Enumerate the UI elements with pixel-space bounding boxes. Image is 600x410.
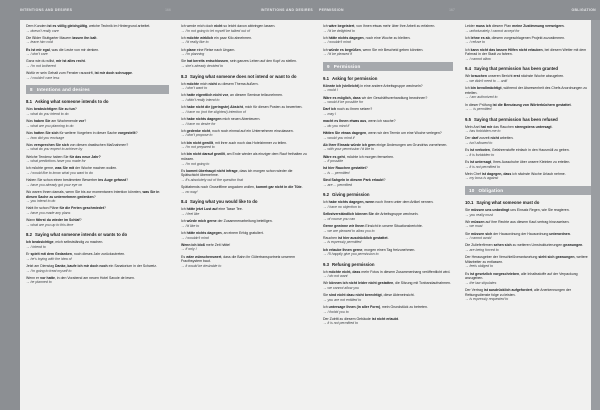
german-phrase: Es ist untersagt, Ihres Ausschuhe über unsere Kleinten zu erteilen.: [465, 160, 571, 165]
subsection-number: 9.2: [323, 192, 329, 198]
english-translation: → what do you intend to do: [26, 111, 69, 116]
phrase-entry: [323, 248, 453, 257]
phrase-entry: [181, 117, 311, 126]
phrase-entry: [26, 59, 169, 68]
phrase-entry: [26, 166, 169, 175]
phrase-entry: [26, 264, 169, 273]
subsection-title: Saying that permission has been refused: [473, 116, 558, 122]
german-phrase: Was beabsichtigen Sie zu tun?: [26, 107, 77, 112]
german-phrase: Hätten Sie etwas dagegen, wenn wir den Termin um eine Woche verlegen?: [323, 130, 442, 135]
phrase-entry: [323, 305, 453, 314]
phrase-entry: [181, 59, 311, 68]
german-phrase: Ich möchte mich nicht zu diesem Thema äußern.: [181, 81, 259, 86]
german-phrase: Was haben Sie am Wochenende vor?: [26, 119, 87, 124]
german-phrase: Ich gedenke nicht, noch noch einmal auf ein Unternehmen einzulassen.: [181, 128, 294, 133]
phrase-entry: [323, 317, 453, 326]
english-translation: → is ... permitted: [323, 171, 350, 175]
german-phrase: Könnte ich (vielleicht) in eine andere Arbeitsgruppe wechseln?: [323, 83, 423, 88]
phrase-entry: [181, 152, 311, 166]
english-translation: → I'm not going to: [181, 161, 210, 166]
phrase-entry: [323, 107, 453, 116]
english-translation: → what are you planning to do: [26, 123, 74, 128]
english-translation: → I'll happily give you permission to: [323, 252, 379, 257]
section-number: 10: [469, 188, 475, 194]
phrase-entry: [323, 48, 453, 57]
subsection-number: 8.4: [181, 199, 187, 205]
phrase-entry: [323, 281, 453, 290]
running-header-title-2: INTENTIONS AND DESIRES: [260, 8, 313, 12]
phrase-entry: [26, 240, 169, 249]
english-translation: → we must: [465, 224, 483, 229]
english-translation: → you really must: [465, 212, 494, 217]
english-translation: → we are pleased to allow you to: [323, 228, 375, 233]
german-phrase: Wir brauchen unseren Bericht erst nächste Woche abzugeben.: [465, 74, 565, 79]
english-translation: → I'd really like to: [181, 40, 209, 45]
phrase-entry: [323, 143, 453, 152]
english-translation: → I'm not bothered: [26, 64, 56, 69]
english-translation: → are being forced to: [465, 248, 499, 252]
german-phrase: Dem Kunden ist es völlig gleichgültig, welche Technik im Hintergrund arbeitet.: [26, 24, 151, 28]
section-title: Intentions and desires: [36, 87, 90, 93]
german-phrase: Ich bin nicht darauf gewillt, am Ende wieder als einziger dem Rauf freihalten zu müssen.: [181, 152, 307, 161]
phrase-entry: [26, 190, 169, 204]
german-phrase: Rauchen ist hier ausdrücklich gestattet.: [323, 235, 389, 240]
subsection-number: 9.4: [465, 66, 471, 72]
subsection-title: Refusing permission: [331, 261, 375, 267]
german-phrase: Es ist verboten, Gefahrenstoffe einfach in den Hausmüll zu geben.: [465, 148, 570, 153]
phrase-entry: [323, 96, 453, 105]
subsection-heading: [181, 74, 311, 79]
english-translation: → what predictions have you made for: [26, 159, 86, 164]
phrase-entry: [181, 82, 311, 91]
german-phrase: Ich plane eine Reise nach Ungarn.: [181, 47, 236, 52]
phrase-entry: [465, 74, 594, 83]
english-translation: → the law stipulates: [465, 280, 497, 285]
section-bar: [465, 186, 594, 195]
german-phrase: Darf ich noch zu Ihnen setzen?: [323, 107, 373, 112]
german-phrase: Mein Arzt hat mir das Rauchen strengstens untersagt.: [465, 124, 553, 129]
phrase-entry: [26, 36, 169, 45]
phrase-entry: [465, 172, 594, 181]
german-phrase: Ich würde es begrüßen, wenn Sie mir Bescheid geben könnten.: [323, 47, 424, 52]
german-phrase: Wann fährst du wieder im Schlaf?: [26, 218, 82, 223]
phrase-entry: [323, 119, 453, 128]
german-phrase: Der Zutritt zu diesem Gebäude ist nicht erlaubt.: [323, 316, 399, 321]
german-phrase: Der Vertrag ist ausdrücklich aufgefordert, alle Anerkennungen der Rettungsdienste folge zu leisten.: [465, 288, 572, 297]
phrase-entry: [465, 272, 594, 286]
german-phrase: Ich bin nicht gewillt, mit ihrer auch noch das Hotelzimmer zu teilen.: [181, 140, 288, 145]
running-header-title-3: PERMISSION: [319, 8, 344, 12]
german-phrase: Wenn er vor hatte, in den Vorabend am neuen Hotel Savoie de lesen.: [26, 275, 135, 280]
german-phrase: Ich lehne es ab, diesem vorgeschlagenen Projekt zuzustimmen.: [465, 35, 566, 40]
german-phrase: Es ist mir egal, was die Leute von mir denken.: [26, 47, 100, 52]
phrase-entry: [181, 169, 311, 183]
english-translation: → is expressly permitted: [323, 240, 362, 245]
subsection-heading: [323, 76, 453, 81]
german-phrase: Ich hätte nichts dagegen, noch eine Woche zu bleiben.: [323, 35, 411, 40]
english-translation: → has forbidden me to: [465, 129, 501, 134]
german-phrase: Was hatten Sie sich für weitere Vorgehen in dieser Sache vorgestellt?: [26, 130, 138, 135]
subsection-number: 10.1: [465, 200, 474, 206]
english-translation: → would you mind if: [323, 135, 355, 140]
english-translation: → could I: [323, 88, 338, 93]
english-translation: → of course you can: [323, 216, 356, 221]
german-phrase: Ich kann nicht das lassen Hilfen nicht erlauben, bei diesem Wetter mit dem Fahrrad in der Stadt zu fahren.: [465, 47, 587, 57]
english-translation: → I'm going to treat myself to: [26, 268, 72, 273]
german-phrase: Ich würde mich gerne der Zusammenarbeitung beteiligen.: [181, 219, 273, 224]
phrase-entry: [181, 93, 311, 102]
phrase-entry: [465, 48, 594, 62]
phrase-entry: [323, 24, 453, 33]
phrase-entry: [465, 220, 594, 229]
english-translation: → may I: [323, 111, 337, 116]
running-header-title-1: INTENTIONS AND DESIRES: [20, 8, 73, 12]
phrase-entry: [181, 243, 311, 252]
phrase-entry: [181, 207, 311, 216]
phrase-entry: [181, 255, 311, 269]
german-phrase: Es wäre wünschenswert, dass die Bahn ihr Gütertransportnetz unserem Fracthsystem baut.: [181, 254, 296, 264]
running-header-bar: [0, 0, 600, 20]
phrase-entry: [26, 107, 169, 116]
english-translation: → I cannot allow: [465, 56, 491, 61]
english-translation: → I wouldn't mind: [181, 235, 209, 240]
german-phrase: Wäre es geht, möchte ich morgen fernsehen.: [323, 154, 395, 159]
german-phrase: Gerne gewinne wir Ihnen Einsicht in unsere Situationsberichte.: [323, 223, 423, 228]
english-translation: → ... is permitted: [465, 107, 492, 112]
german-phrase: Mein Chef ist dagegen, dass ich nächste Woche Urlaub nehme.: [465, 171, 566, 176]
english-translation: → what do you expect to achieve by: [26, 147, 83, 152]
phrase-entry: [465, 103, 594, 112]
phrase-entry: [26, 276, 169, 285]
phrase-entry: [465, 288, 594, 302]
german-phrase: macht es Ihnen etwas aus, wenn ich rauche?: [323, 119, 396, 124]
german-phrase: Sie müssen uns unbedingt uns Einsatz Regen, wie Sie reagieren.: [465, 207, 570, 212]
english-translation: → I refuse to: [465, 40, 486, 45]
german-phrase: Der darf zurzeit nicht arbeiten.: [465, 136, 514, 141]
subsection-heading: [323, 262, 453, 267]
subsection-number: 8.2: [26, 232, 32, 238]
english-translation: → you intend to do: [26, 199, 56, 204]
english-translation: → I'd like to: [181, 223, 200, 228]
phrase-entry: [181, 219, 311, 228]
phrase-entry: [465, 136, 594, 145]
german-phrase: Haben Sie schon einen bestimmten Bewerber ins Auge gefasst?: [26, 178, 129, 183]
column-container: [0, 20, 600, 410]
german-phrase: In dieser Prüfung ist die Benutzung von Wörterbüchern gestattet.: [465, 102, 572, 107]
phrase-entry: [323, 84, 453, 93]
english-translation: → is expressly requested to: [465, 297, 509, 302]
phrase-entry: [181, 231, 311, 240]
english-translation: → I have no (not the slightest) intention of: [181, 109, 246, 114]
english-translation: → I'm planning: [181, 52, 205, 57]
english-translation: → I intend to: [26, 244, 46, 249]
german-phrase: Habt ihr schon Pläne für die Ferien geschmiedet?: [26, 206, 106, 211]
english-translation: → do you mind if: [323, 123, 350, 128]
english-translation: → you are not entitled to: [323, 297, 362, 302]
english-translation: → what are you up to this time: [26, 222, 74, 227]
english-translation: → if only I: [181, 247, 197, 252]
german-phrase: Ist hier Rauchen gestattet?: [323, 166, 368, 171]
section-number: 9: [327, 63, 330, 69]
section-title: Obligation: [478, 188, 504, 194]
german-phrase: Ich hatte eigentlich nicht vor, an diesem Seminar teilzunehmen.: [181, 93, 283, 98]
subsection-number: 8.3: [181, 73, 187, 79]
german-phrase: Wäre es möglich, dass wir der Geschäftsverhandlung bewohnen?: [323, 95, 428, 100]
german-phrase: Die Bilder Stuttgarter Mauern lassen ihn kalt.: [26, 35, 98, 40]
phrase-entry: [465, 125, 594, 134]
german-phrase: Wenn ich bloß mehr Zeit hätte!: [181, 242, 231, 247]
german-phrase: Es kommt überhaupt nicht infrage, dass ich morgen schon wieder die Spätschicht übernehme.: [181, 168, 293, 178]
german-phrase: Die Zulieferfirmen sehen sich zu weiteren Umstrukturierungen gezwungen.: [465, 243, 584, 248]
english-translation: → I don't propose to: [181, 133, 213, 138]
phrase-entry: [323, 131, 453, 140]
subsection-heading: [323, 192, 453, 197]
german-phrase: Wir müssen auf ihre Rechte aus diesem Kauf-vertrag hinzuweisen.: [465, 219, 570, 224]
phrase-entry: [323, 293, 453, 302]
phrase-entry: [323, 155, 453, 164]
subsection-title: Asking what someone intends to do: [34, 99, 109, 105]
phrase-entry: [465, 255, 594, 269]
english-translation: → I'd be pleased if: [323, 52, 352, 57]
phrase-entry: [465, 36, 594, 45]
english-translation: → if possible: [323, 159, 344, 164]
subsection-title: Saying what someone intends or wants to do: [34, 232, 128, 238]
subsection-heading: [26, 99, 169, 104]
english-translation: → are ... permitted: [323, 182, 352, 187]
subsection-heading: [465, 117, 594, 122]
english-translation: → I wouldn't mind: [323, 40, 351, 45]
german-phrase: Jetzt am Dienstag Danke, kaufe ich mir doch noch ein Sanatorium in der Schweiz.: [26, 263, 157, 268]
english-translation: → feels obliged to: [465, 264, 494, 269]
subsection-title: Saying what someone must do: [476, 200, 540, 206]
subsection-title: Saying that permission has been granted: [473, 66, 559, 72]
english-translation: → it is forbidden to: [465, 152, 495, 157]
german-phrase: Ich habe nichts dagegen mich neuen Abenteuern.: [181, 116, 261, 121]
subsection-number: 9.1: [323, 75, 329, 81]
phrase-entry: [323, 178, 453, 187]
phrase-entry: [26, 143, 169, 152]
section-bar: [26, 85, 169, 94]
english-translation: → no way!: [181, 189, 198, 194]
english-translation: → I have no objection to: [323, 204, 361, 209]
phrase-entry: [465, 160, 594, 169]
english-translation: → I forbid you to: [323, 309, 349, 314]
german-phrase: Sie müssen sich der Hausordnung der Hausordnung unterordnen.: [465, 231, 571, 236]
phrase-entry: [181, 48, 311, 57]
german-phrase: Der Herausgeber der Verschleißverantwortung sieht sich gezwungen, weitere Mitarbeiter zu entlassen.: [465, 255, 588, 264]
german-phrase: Welche Tendenz haben Sie für das neue Jahr?: [26, 154, 101, 159]
german-phrase: Wofür er sein Gehalt zum Fenster rauswirft, ist mir doch schnuppe.: [26, 71, 133, 76]
german-phrase: Spätabends noch Gruselfilme angucken wollen, kommt gar nicht in die Tüte.: [181, 185, 303, 190]
english-translation: → leave him cold: [26, 40, 53, 45]
english-translation: → I am authorized to: [465, 95, 498, 100]
german-phrase: Ich beabsichtige, mich selbstständig zu machen.: [26, 240, 104, 245]
phrase-entry: [181, 129, 311, 138]
phrase-entry: [26, 252, 169, 261]
english-translation: → have you already got your eye on: [26, 182, 83, 187]
english-translation: → he's toying with the idea of: [26, 256, 72, 261]
english-translation: → would it be possible for: [323, 100, 364, 105]
section-number: 8: [30, 87, 33, 93]
english-translation: → I do not want: [323, 274, 348, 279]
german-phrase: Ich bin bevollmächtigt, während der Abwesenheit des Chefs Anordnungen zu erteilen.: [465, 86, 587, 95]
german-phrase: Ich möchte nicht, dass mehr Fotos in diesem Zusammenhang veröffentlicht wird.: [323, 269, 451, 274]
column-4: [459, 20, 600, 410]
subsection-number: 9.5: [465, 116, 471, 122]
english-translation: → it is not permitted to: [323, 321, 359, 326]
phrase-entry: [181, 36, 311, 45]
english-translation: → I don't care: [26, 52, 48, 57]
phrase-entry: [465, 243, 594, 252]
english-translation: → isn't allowed to: [465, 141, 493, 146]
german-phrase: Leider muss ich diesem Plan meine Zustimmung verweigern.: [465, 24, 565, 28]
phrase-entry: [26, 71, 169, 80]
subsection-title: Saying what you would like to do: [189, 199, 258, 205]
phrase-entry: [323, 270, 453, 279]
english-translation: → it's absolutely out of the question that: [181, 178, 243, 183]
subsection-heading: [465, 200, 594, 205]
running-header-folio-1: 166: [165, 8, 171, 12]
german-phrase: Wo waren Ihnen damals, wenn Sie bis zur momentanen Intention könnten, was Sie in diesen Sache zu unternehmen gedenken?: [26, 190, 160, 199]
running-header-folio-3: 167: [449, 8, 455, 12]
english-translation: → my boss is against: [465, 176, 499, 181]
column-2: [175, 20, 317, 410]
english-translation: → she's already decided to: [181, 64, 224, 69]
english-translation: → I couldn't care less: [26, 75, 60, 80]
subsection-number: 9.3: [323, 261, 329, 267]
german-phrase: Ich werde mich doch nicht so leicht davon abbringen lassen.: [181, 24, 276, 28]
german-phrase: Ich hätte nichts dagegen, an einem Erfolg gratuliert.: [181, 230, 264, 235]
english-translation: → I'm not prepared to: [181, 145, 215, 150]
phrase-entry: [181, 185, 311, 194]
phrase-entry: [181, 141, 311, 150]
german-phrase: Ich möchte wirklich ein paar Kilo abnehmen.: [181, 35, 253, 40]
english-translation: → have you made any plans: [26, 211, 71, 216]
phrase-entry: [465, 86, 594, 100]
english-translation: → I feel like: [181, 211, 200, 216]
phrase-entry: [323, 224, 453, 233]
phrase-entry: [26, 48, 169, 57]
english-translation: → it would be desirable to: [181, 263, 222, 268]
english-translation: → we didn't need to ... until: [465, 78, 508, 83]
english-translation: → I cannot avoid: [465, 236, 492, 241]
english-translation: → we cannot allow you: [323, 286, 359, 291]
subsection-heading: [181, 199, 311, 204]
english-translation: → doesn't really care: [26, 28, 59, 33]
phrase-entry: [26, 155, 169, 164]
phrase-entry: [26, 206, 169, 215]
english-translation: → I'd be delighted to: [323, 28, 355, 33]
phrase-entry: [323, 200, 453, 209]
column-1: [20, 20, 175, 410]
german-phrase: Selbstverständlich können Sie die Arbeitsgruppe wechseln.: [323, 212, 419, 217]
phrase-entry: [181, 105, 311, 114]
phrase-entry: [323, 36, 453, 45]
phrase-entry: [465, 24, 594, 33]
german-phrase: Ich erlaube Ihnen gerne, morgen einen Tag freizunehmen.: [323, 247, 416, 252]
german-phrase: Es ist gesetzlich vorgeschrieben, alle Inhaltsstoffe auf der Verpackung anzugeben.: [465, 271, 578, 281]
phrase-entry: [323, 236, 453, 245]
english-translation: → I'm not going to let myself be talked out of: [181, 28, 250, 33]
phrase-entry: [26, 119, 169, 128]
running-header-title-4: OBLIGATION: [571, 8, 596, 12]
german-phrase: Wir können ich nicht leider nicht gestatten, die Sitzung mit Tonbandaufnahmen.: [323, 281, 451, 286]
phrase-entry: [323, 166, 453, 175]
german-phrase: Ich möchte gerne, was Sie mit der Woche machen wollen.: [26, 166, 118, 171]
phrase-entry: [323, 212, 453, 221]
phrase-entry: [26, 178, 169, 187]
german-phrase: Ich habe nichts dagegen, wenn noch Ihnen unter dem Artikel nennen.: [323, 200, 434, 205]
subsection-title: Saying what someone does not intend or want to do: [189, 73, 297, 79]
english-translation: → he planned to: [26, 280, 52, 285]
german-phrase: Ich hätte jetzt Lust auf eine Tasse Tee.: [181, 207, 243, 212]
phrase-entry: [465, 208, 594, 217]
phrase-entry: [181, 24, 311, 33]
german-phrase: Ich habe nicht die (geringste) Absicht, mich für diesen Posten zu bewerben.: [181, 105, 303, 110]
phrase-entry: [26, 24, 169, 33]
german-phrase: Sie sind nicht dazu nicht berechtigt, diese Akteneinsicht.: [323, 293, 415, 298]
phrase-entry: [26, 218, 169, 227]
subsection-heading: [26, 232, 169, 237]
section-title: Permission: [333, 63, 361, 69]
subsection-number: 8.1: [26, 99, 32, 105]
german-phrase: Ab Ihrer Einsatz würde ich gern einige Änderungen am Grundriss vornehmen.: [323, 142, 448, 147]
english-translation: → how did you envisage: [26, 135, 65, 140]
section-bar: [323, 62, 453, 71]
german-phrase: Er spielt mit dem Gedanken, noch dieses Jahr zurückzutreten.: [26, 252, 126, 257]
english-translation: → I didn't really intend to: [181, 97, 220, 102]
subsection-title: Asking for permission: [331, 75, 378, 81]
english-translation: → unfortunately I cannot accept for: [465, 28, 520, 33]
right-thumb-tab: [591, 20, 600, 410]
german-phrase: Ganz wie du willst, mir ist alles recht.: [26, 59, 86, 64]
subsection-heading: [465, 66, 594, 71]
german-phrase: Ich wäre begeistert, von Ihnen etwas mehr über Ihre Arbeit zu erfahren.: [323, 24, 436, 28]
english-translation: → I don't want to: [181, 86, 208, 91]
english-translation: → it is not permitted to: [465, 164, 501, 169]
german-phrase: Sind Sahgeln in diesem Park erlaubt?: [323, 178, 386, 183]
column-3: [317, 20, 459, 410]
german-phrase: Sie hat bereits entschlossen, sein ganzes Leben auf den Kopf zu stellen.: [181, 59, 297, 64]
phrase-entry: [465, 232, 594, 241]
phrase-entry: [26, 131, 169, 140]
german-phrase: Was versprechen Sie sich von diesen drastischen Maßnahmen?: [26, 142, 129, 147]
english-translation: → I have no desire for: [181, 121, 216, 126]
subsection-title: Giving permission: [331, 192, 370, 198]
german-phrase: Ich untersage Ihnen (in aller Form), mein Grundstück zu betreten.: [323, 305, 428, 310]
english-translation: → with your permission I'd like to: [323, 147, 375, 152]
english-translation: → I would like to know what you want to do: [26, 171, 93, 175]
phrase-entry: [465, 148, 594, 157]
